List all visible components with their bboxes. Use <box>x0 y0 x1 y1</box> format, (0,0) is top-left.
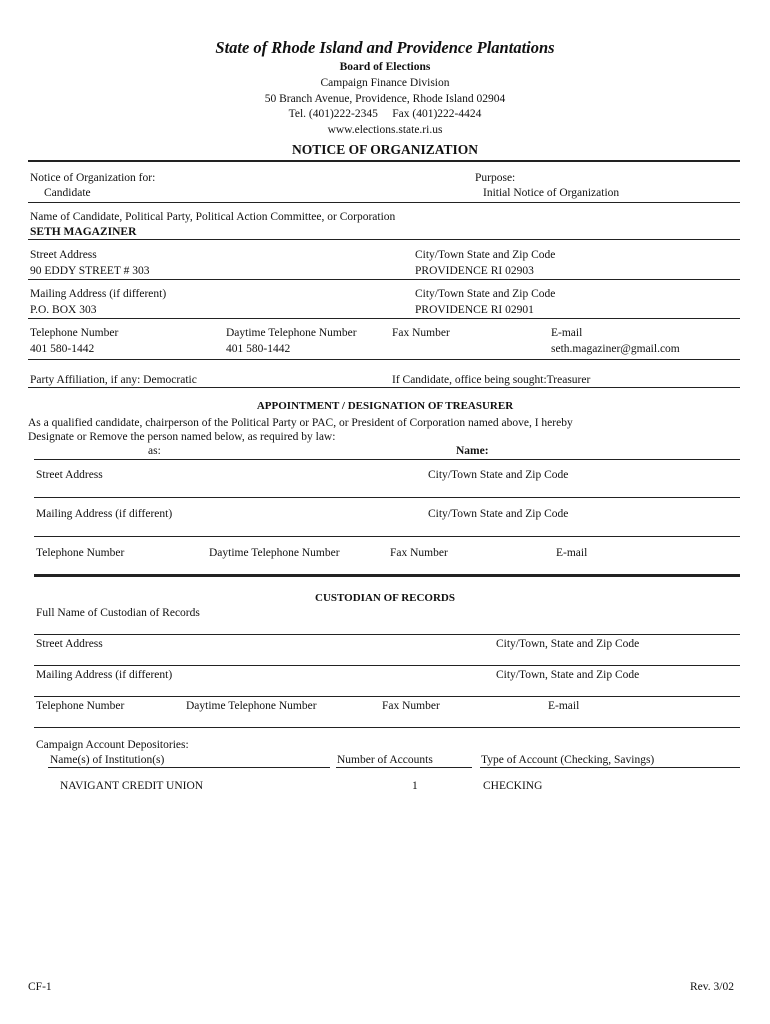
treasurer-intro-line2: Designate or Remove the person named below, as required by law: <box>28 431 336 443</box>
treasurer-fax-label: Fax Number <box>390 547 448 559</box>
notice-label: Notice of Organization for: <box>30 172 156 184</box>
custodian-fax-label: Fax Number <box>382 700 440 712</box>
accounts-column-header: Number of Accounts <box>337 754 433 766</box>
thick-divider <box>34 574 740 577</box>
board-website: www.elections.state.ri.us <box>327 124 443 136</box>
divider <box>34 665 740 666</box>
city-state-zip-label: City/Town State and Zip Code <box>415 249 556 261</box>
custodian-full-name-label: Full Name of Custodian of Records <box>36 607 200 619</box>
custodian-city-label: City/Town, State and Zip Code <box>496 638 640 650</box>
depositories-label: Campaign Account Depositories: <box>36 739 189 751</box>
number-of-accounts-cell[interactable]: 1 <box>412 780 418 792</box>
candidate-name-label: Name of Candidate, Political Party, Political Action Committee, or Corporation <box>30 211 396 223</box>
daytime-telephone-label: Daytime Telephone Number <box>226 327 357 339</box>
accounts-column-rule <box>336 767 472 768</box>
treasurer-mailing-city-label: City/Town State and Zip Code <box>428 508 569 520</box>
purpose-label: Purpose: <box>475 172 516 184</box>
treasurer-email-label: E-mail <box>556 547 588 559</box>
custodian-daytime-telephone-label: Daytime Telephone Number <box>186 700 317 712</box>
treasurer-mailing-label: Mailing Address (if different) <box>36 508 173 520</box>
divider <box>28 318 740 319</box>
custodian-email-label: E-mail <box>548 700 580 712</box>
institution-column-header: Name(s) of Institution(s) <box>50 754 165 766</box>
street-address-label: Street Address <box>30 249 97 261</box>
treasurer-street-label: Street Address <box>36 469 103 481</box>
account-type-column-header: Type of Account (Checking, Savings) <box>481 754 655 766</box>
street-address-value[interactable]: 90 EDDY STREET # 303 <box>30 265 150 277</box>
divider <box>28 202 740 203</box>
mailing-address-value[interactable]: P.O. BOX 303 <box>30 304 97 316</box>
divider <box>34 727 740 728</box>
email-value[interactable]: seth.magaziner@gmail.com <box>551 343 680 355</box>
treasurer-name-label: Name: <box>456 445 489 457</box>
notice-value[interactable]: Candidate <box>44 187 91 199</box>
form-title: NOTICE OF ORGANIZATION <box>291 142 479 157</box>
division-name: Campaign Finance Division <box>320 77 450 89</box>
party-affiliation[interactable]: Party Affiliation, if any: Democratic <box>30 374 197 386</box>
telephone-value[interactable]: 401 580-1442 <box>30 343 95 355</box>
fax-label: Fax Number <box>392 327 450 339</box>
telephone-label: Telephone Number <box>30 327 119 339</box>
mailing-address-label: Mailing Address (if different) <box>30 288 167 300</box>
divider <box>28 279 740 280</box>
divider <box>34 696 740 697</box>
divider <box>34 536 740 537</box>
as-label: as: <box>148 445 161 457</box>
mailing-city-value[interactable]: PROVIDENCE RI 02901 <box>415 304 534 316</box>
treasurer-intro-line1: As a qualified candidate, chairperson of the Political Party or PAC, or President of Corporation named above, I hereby <box>28 417 573 429</box>
account-type-cell[interactable]: CHECKING <box>483 780 543 792</box>
form-revision: Rev. 3/02 <box>690 981 734 993</box>
custodian-mailing-label: Mailing Address (if different) <box>36 669 173 681</box>
state-title: State of Rhode Island and Providence Plantations <box>215 38 555 57</box>
custodian-street-label: Street Address <box>36 638 103 650</box>
divider <box>28 160 740 162</box>
custodian-telephone-label: Telephone Number <box>36 700 125 712</box>
daytime-telephone-value[interactable]: 401 580-1442 <box>226 343 291 355</box>
treasurer-heading: APPOINTMENT / DESIGNATION OF TREASURER <box>256 400 514 412</box>
divider <box>28 239 740 240</box>
board-phones: Tel. (401)222-2345 Fax (401)222-4424 <box>288 108 482 120</box>
institution-column-rule <box>48 767 330 768</box>
board-name: Board of Elections <box>339 61 431 73</box>
city-state-zip-value[interactable]: PROVIDENCE RI 02903 <box>415 265 534 277</box>
board-address: 50 Branch Avenue, Providence, Rhode Island 02904 <box>264 93 506 105</box>
custodian-mailing-city-label: City/Town, State and Zip Code <box>496 669 640 681</box>
form-id: CF-1 <box>28 981 52 993</box>
treasurer-daytime-telephone-label: Daytime Telephone Number <box>209 547 340 559</box>
office-sought[interactable]: If Candidate, office being sought:Treasurer <box>392 374 591 386</box>
mailing-city-label: City/Town State and Zip Code <box>415 288 556 300</box>
divider <box>28 359 740 360</box>
treasurer-city-label: City/Town State and Zip Code <box>428 469 569 481</box>
purpose-value[interactable]: Initial Notice of Organization <box>483 187 620 199</box>
custodian-heading: CUSTODIAN OF RECORDS <box>315 592 455 604</box>
candidate-name-value[interactable]: SETH MAGAZINER <box>30 226 137 238</box>
divider <box>28 387 740 388</box>
divider <box>34 497 740 498</box>
institution-name-cell[interactable]: NAVIGANT CREDIT UNION <box>60 780 204 792</box>
email-label: E-mail <box>551 327 583 339</box>
divider <box>34 634 740 635</box>
divider <box>34 459 740 460</box>
account-type-column-rule <box>480 767 740 768</box>
treasurer-telephone-label: Telephone Number <box>36 547 125 559</box>
